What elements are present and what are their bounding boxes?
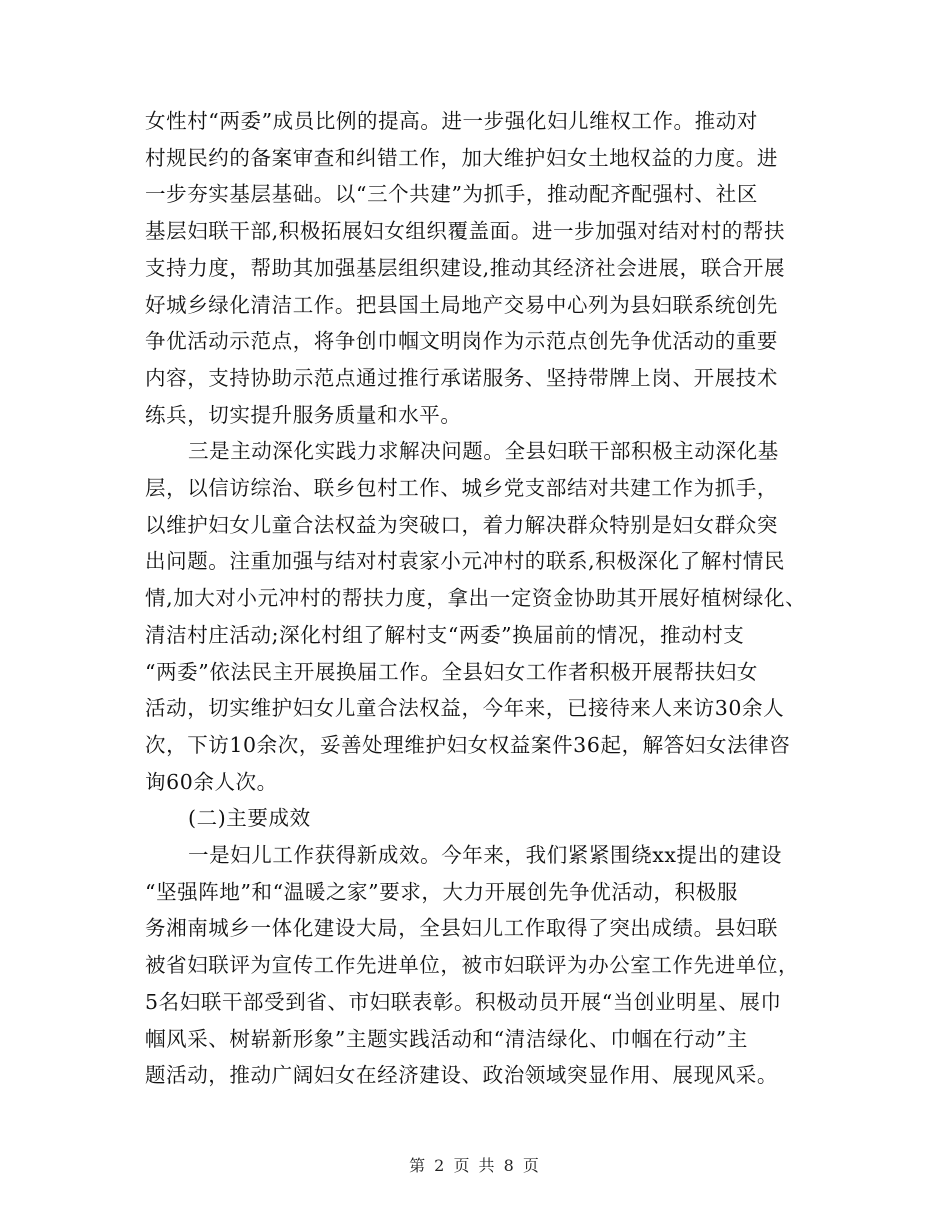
text-line: 争优活动示范点，将争创巾帼文明岗作为示范点创先争优活动的重要 <box>145 329 778 354</box>
text-line: 支持力度，帮助其加强基层组织建设,推动其经济社会进展，联合开展 <box>145 255 786 280</box>
text-line: “两委”依法民主开展换届工作。全县妇女工作者积极开展帮扶妇女 <box>145 659 758 684</box>
text-line: 好城乡绿化清洁工作。把县国土局地产交易中心列为县妇联系统创先 <box>145 292 778 317</box>
text-line: 务湘南城乡一体化建设大局，全县妇儿工作取得了突出成绩。县妇联 <box>145 916 778 941</box>
text-line: (二)主要成效 <box>188 806 311 831</box>
text-line: 活动，切实维护妇女儿童合法权益，今年来，已接待来人来访30余人 <box>145 696 785 721</box>
text-line: 出问题。注重加强与结对村袁家小元冲村的联系,积极深化了解村情民 <box>145 549 786 574</box>
text-line: 层，以信访综治、联乡包村工作、城乡党支部结对共建工作为抓手， <box>145 476 778 500</box>
page-footer: 第 2 页 共 8 页 <box>409 1156 541 1175</box>
text-line: 内容，支持协助示范点通过推行承诺服务、坚持带牌上岗、开展技术 <box>145 365 778 390</box>
text-line: 一是妇儿工作获得新成效。今年来，我们紧紧围绕xx提出的建设 <box>188 843 783 867</box>
text-line: 询60余人次。 <box>145 769 278 794</box>
text-line: 以维护妇女儿童合法权益为突破口，着力解决群众特别是妇女群众突 <box>145 512 778 537</box>
text-line: 题活动，推动广阔妇女在经济建设、政治领域突显作用、展现风采。 <box>145 1063 778 1088</box>
text-line: 被省妇联评为宣传工作先进单位，被市妇联评为办公室工作先进单位， <box>145 953 800 978</box>
text-line: 清洁村庄活动;深化村组了解村支“两委”换届前的情况，推动村支 <box>145 622 745 647</box>
text-line: 基层妇联干部,积极拓展妇女组织覆盖面。进一步加强对结对村的帮扶 <box>145 219 786 244</box>
text-line: “坚强阵地”和“温暖之家”要求，大力开展创先争优活动，积极服 <box>145 879 738 904</box>
text-line: 情,加大对小元冲村的帮扶力度，拿出一定资金协助其开展好植树绿化、 <box>145 586 807 611</box>
text-line: 练兵，切实提升服务质量和水平。 <box>145 402 462 427</box>
text-line: 帼风采、树崭新形象”主题实践活动和“清洁绿化、巾帼在行动”主 <box>145 1026 748 1051</box>
text-line: 一步夯实基层基础。以“三个共建”为抓手，推动配齐配强村、社区 <box>145 182 758 207</box>
text-line: 女性村“两委”成员比例的提高。进一步强化妇儿维权工作。推动对 <box>145 109 758 133</box>
text-line: 次，下访10余次，妥善处理维护妇女权益案件36起，解答妇女法律咨 <box>145 732 791 757</box>
text-line: 5名妇联干部受到省、市妇联表彰。积极动员开展“当创业明星、展巾 <box>145 989 782 1014</box>
text-line: 村规民约的备案审查和纠错工作，加大维护妇女土地权益的力度。进 <box>145 145 778 170</box>
text-line: 三是主动深化实践力求解决问题。全县妇联干部积极主动深化基 <box>188 439 779 464</box>
